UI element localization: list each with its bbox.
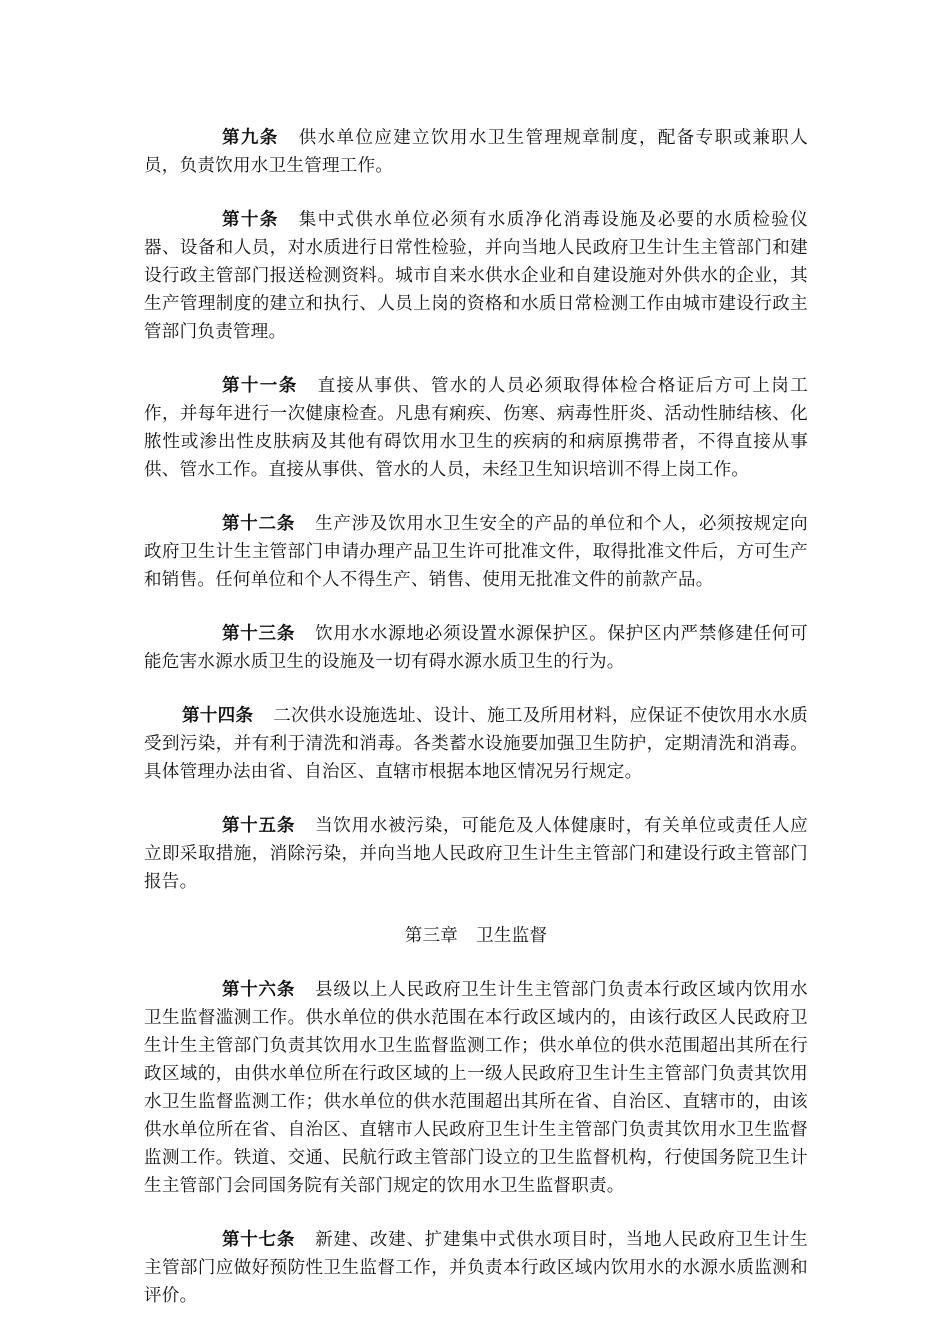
article-text: 县级以上人民政府卫生计生主管部门负责本行政区域内饮用水卫生监督滥测工作。供水单位的供水范围在本行政区域内的，由该行政区人民政府卫生计生主管部门负责其饮用水卫生监督监测工作；供水单位的供水范围超出其所在行政区域的，由供水单位所在行政区域的上一级人民政府卫生计生主管部门负责其饮用水卫生监督监测工作；供水单位的供水范围超出其所在省、自治区、直辖市的，由该供水单位所在省、自治区、直辖市人民政府卫生计生主管部门负责其饮用水卫生监督监测工作。铁道、交通、民航行政主管部门设立的卫生监督机构，行使国务院卫生计生主管部门会同国务院有关部门规定的饮用水卫生监督职责。 — [144, 980, 808, 1196]
article-10 — [144, 206, 808, 346]
article-number: 第十条 — [222, 210, 279, 230]
article-13 — [144, 620, 808, 676]
article-text: 生产涉及饮用水卫生安全的产品的单位和个人，必须按规定向政府卫生计生主管部门申请办理产品卫生许可批准文件，取得批准文件后，方可生产和销售。任何单位和个人不得生产、销售、使用无批准文件的前款产品。 — [144, 514, 808, 590]
article-number: 第十二条 — [222, 514, 296, 534]
article-number: 第十七条 — [222, 1230, 296, 1250]
chapter-number: 第三章 — [404, 926, 459, 946]
article-15 — [144, 812, 808, 896]
article-text: 二次供水设施选址、设计、施工及所用材料，应保证不使饮用水水质受到污染，并有利于清洗和消毒。各类蓄水设施要加强卫生防护，定期清洗和消毒。具体管理办法由省、自治区、直辖市根据本地区情况另行规定。 — [144, 706, 808, 782]
article-number: 第十一条 — [222, 376, 298, 396]
article-17 — [144, 1226, 808, 1310]
article-16 — [144, 976, 808, 1200]
article-9 — [144, 124, 808, 180]
article-text: 供水单位应建立饮用水卫生管理规章制度，配备专职或兼职人员，负责饮用水卫生管理工作。 — [144, 128, 808, 176]
article-number: 第十六条 — [222, 980, 296, 1000]
chapter-title: 卫生监督 — [476, 926, 548, 946]
article-12 — [144, 510, 808, 594]
article-number: 第九条 — [222, 128, 279, 148]
chapter-heading — [144, 922, 808, 950]
article-text: 新建、改建、扩建集中式供水项目时，当地人民政府卫生计生主管部门应做好预防性卫生监督工作，并负责本行政区域内饮用水的水源水质监测和评价。 — [144, 1230, 808, 1306]
article-11 — [144, 372, 808, 484]
document-page — [144, 124, 808, 1336]
article-text: 直接从事供、管水的人员必须取得体检合格证后方可上岗工作，并每年进行一次健康检查。凡患有痢疾、伤寒、病毒性肝炎、活动性肺结核、化脓性或渗出性皮肤病及其他有碍饮用水卫生的疾病的和病原携带者，不得直接从事供、管水工作。直接从事供、管水的人员，未经卫生知识培训不得上岗工作。 — [144, 376, 808, 480]
article-text: 集中式供水单位必须有水质净化消毒设施及必要的水质检验仪器、设备和人员，对水质进行日常性检验，并向当地人民政府卫生计生主管部门和建设行政主管部门报送检测资料。城市自来水供水企业和自建设施对外供水的企业，其生产管理制度的建立和执行、人员上岗的资格和水质日常检测工作由城市建设行政主管部门负责管理。 — [144, 210, 808, 342]
article-text: 饮用水水源地必须设置水源保护区。保护区内严禁修建任何可能危害水源水质卫生的设施及一切有碍水源水质卫生的行为。 — [144, 624, 808, 672]
article-14 — [144, 702, 808, 786]
article-number: 第十四条 — [182, 706, 254, 726]
article-text: 当饮用水被污染，可能危及人体健康时，有关单位或责任人应立即采取措施，消除污染，并向当地人民政府卫生计生主管部门和建设行政主管部门报告。 — [144, 816, 808, 892]
article-number: 第十五条 — [222, 816, 296, 836]
article-number: 第十三条 — [222, 624, 296, 644]
